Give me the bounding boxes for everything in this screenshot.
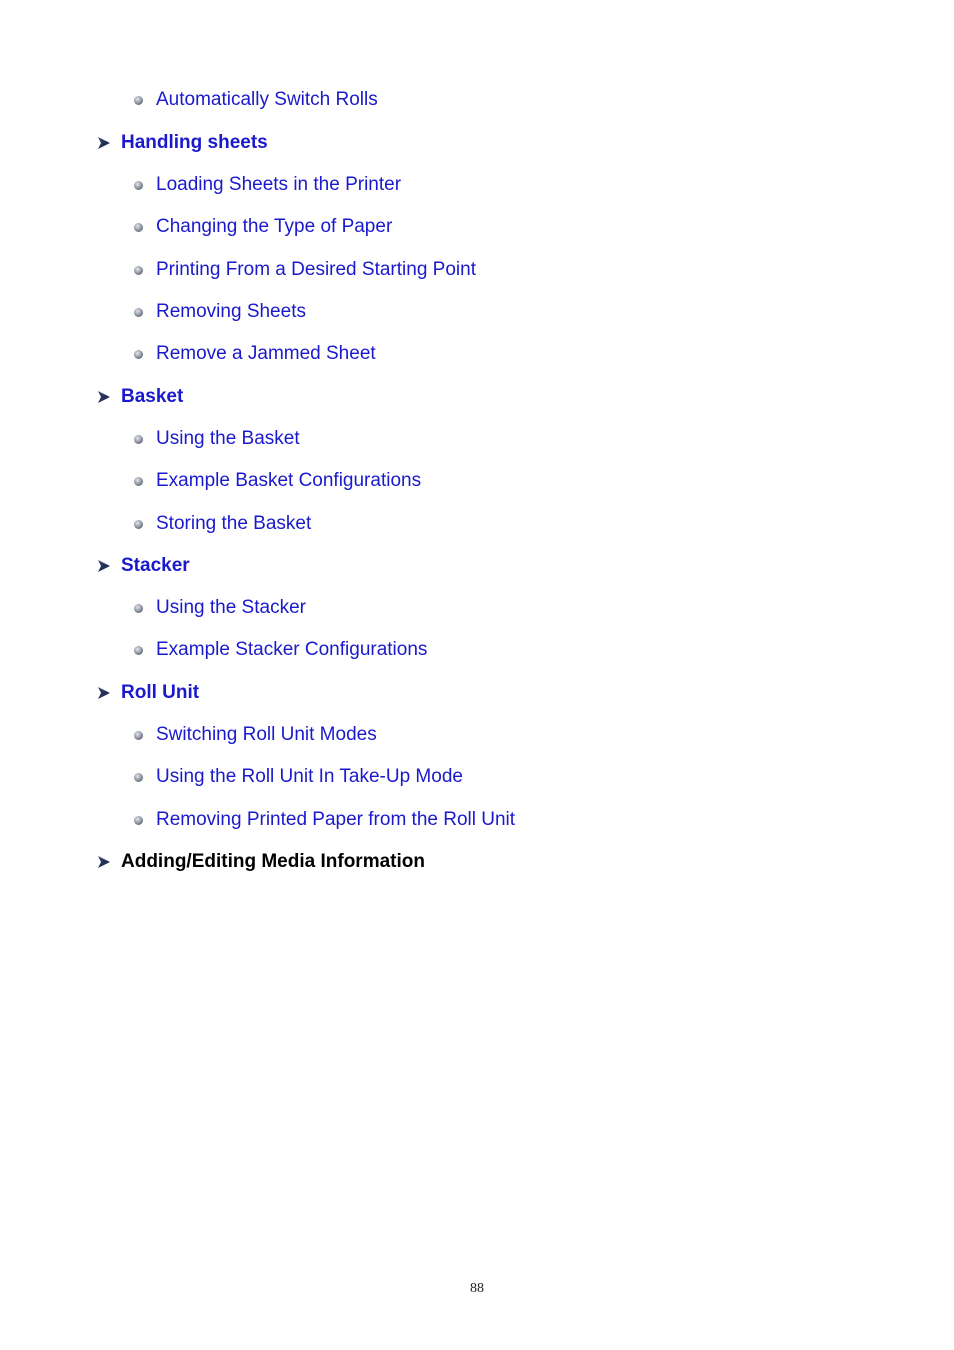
- toc-item[interactable]: [133, 764, 463, 790]
- toc-section[interactable]: [97, 130, 268, 156]
- toc-item[interactable]: [133, 511, 311, 537]
- bullet-dot-icon: [133, 265, 144, 276]
- bullet-dot-icon: [133, 476, 144, 487]
- bullet-dot-icon: [133, 645, 144, 656]
- chevron-right-icon: [97, 136, 111, 150]
- toc-section: [97, 849, 425, 875]
- chevron-right-icon: [97, 686, 111, 700]
- toc-section[interactable]: [97, 553, 190, 579]
- toc-link-using-stacker[interactable]: Using the Stacker: [156, 597, 306, 618]
- bullet-dot-icon: [133, 434, 144, 445]
- toc-item[interactable]: [133, 722, 377, 748]
- toc-link-printing-starting-point[interactable]: Printing From a Desired Starting Point: [156, 259, 476, 280]
- toc-link-removing-printed-paper[interactable]: Removing Printed Paper from the Roll Unit: [156, 809, 516, 830]
- bullet-dot-icon: [133, 519, 144, 530]
- bullet-dot-icon: [133, 772, 144, 783]
- toc-item[interactable]: [133, 299, 306, 325]
- toc-item[interactable]: [133, 595, 306, 621]
- toc-link-using-basket[interactable]: Using the Basket: [156, 428, 300, 449]
- bullet-dot-icon: [133, 349, 144, 360]
- toc-link-remove-jammed-sheet[interactable]: Remove a Jammed Sheet: [156, 343, 376, 364]
- bullet-dot-icon: [133, 222, 144, 233]
- chevron-right-icon: [97, 855, 111, 869]
- chevron-right-icon: [97, 390, 111, 404]
- toc-item[interactable]: [133, 426, 300, 452]
- toc-link-automatically-switch-rolls[interactable]: Automatically Switch Rolls: [156, 89, 378, 110]
- bullet-dot-icon: [133, 95, 144, 106]
- toc-link-loading-sheets[interactable]: Loading Sheets in the Printer: [156, 174, 402, 195]
- toc-section-adding-editing-media: Adding/Editing Media Information: [121, 851, 425, 872]
- toc-item[interactable]: [133, 214, 392, 240]
- toc-section-handling-sheets[interactable]: Handling sheets: [121, 132, 268, 153]
- bullet-dot-icon: [133, 603, 144, 614]
- toc-item[interactable]: [133, 257, 476, 283]
- toc-link-removing-sheets[interactable]: Removing Sheets: [156, 301, 306, 322]
- toc-item[interactable]: [133, 468, 421, 494]
- toc-link-storing-basket[interactable]: Storing the Basket: [156, 513, 312, 534]
- toc-section[interactable]: [97, 680, 199, 706]
- toc-section[interactable]: [97, 384, 183, 410]
- chevron-right-icon: [97, 559, 111, 573]
- bullet-dot-icon: [133, 180, 144, 191]
- toc-section-roll-unit[interactable]: Roll Unit: [121, 682, 200, 703]
- toc-link-roll-unit-take-up-mode[interactable]: Using the Roll Unit In Take-Up Mode: [156, 766, 463, 787]
- toc-link-changing-paper-type[interactable]: Changing the Type of Paper: [156, 216, 393, 237]
- toc-item[interactable]: [133, 87, 378, 113]
- bullet-dot-icon: [133, 307, 144, 318]
- page-number: 88: [470, 1281, 484, 1296]
- toc-item[interactable]: [133, 172, 401, 198]
- toc-link-example-basket-configurations[interactable]: Example Basket Configurations: [156, 470, 422, 491]
- bullet-dot-icon: [133, 815, 144, 826]
- toc-item[interactable]: [133, 341, 376, 367]
- toc-section-stacker[interactable]: Stacker: [121, 555, 190, 576]
- toc-item[interactable]: [133, 637, 427, 663]
- toc-item[interactable]: [133, 807, 515, 833]
- toc-section-basket[interactable]: Basket: [121, 386, 184, 407]
- bullet-dot-icon: [133, 730, 144, 741]
- toc-link-example-stacker-configurations[interactable]: Example Stacker Configurations: [156, 639, 428, 660]
- toc-link-switching-roll-unit-modes[interactable]: Switching Roll Unit Modes: [156, 724, 377, 745]
